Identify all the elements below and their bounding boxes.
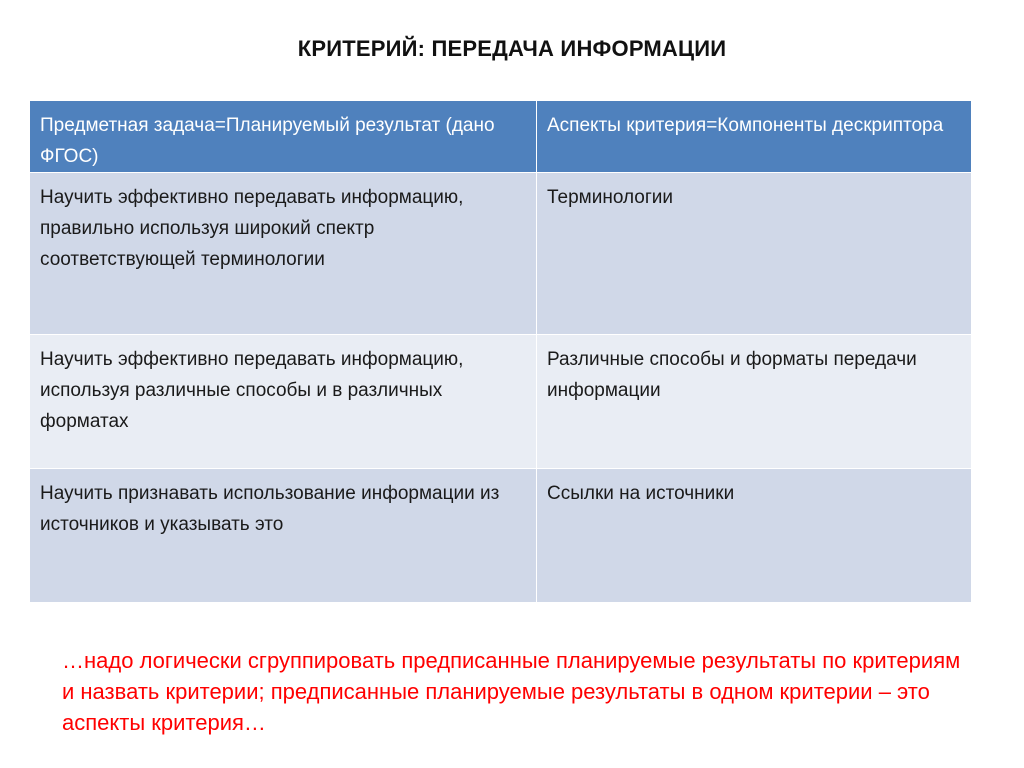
table-cell-aspect: Терминологии xyxy=(537,173,972,335)
table-cell-task: Научить признавать использование информации из источников и указывать это xyxy=(30,469,537,603)
table-cell-aspect: Ссылки на источники xyxy=(537,469,972,603)
header-subject-task: Предметная задача=Планируемый результат (дано ФГОС) xyxy=(30,101,537,173)
table-row xyxy=(30,173,972,335)
table-cell-task: Научить эффективно передавать информацию, правильно используя широкий спектр соответствующей терминологии xyxy=(30,173,537,335)
criteria-table xyxy=(29,100,972,603)
criteria-table-container xyxy=(29,100,971,603)
table-row xyxy=(30,335,972,469)
footnote-comment: …надо логически сгруппировать предписанные планируемые результаты по критериям и назвать критерии; предписанные планируемые результаты в одном критерии – это аспекты критерия… xyxy=(62,648,961,735)
table-row xyxy=(30,469,972,603)
table-header-row xyxy=(30,101,972,173)
page-title: КРИТЕРИЙ: ПЕРЕДАЧА ИНФОРМАЦИИ xyxy=(297,36,727,61)
table-cell-task: Научить эффективно передавать информацию, используя различные способы и в различных форматах xyxy=(30,335,537,469)
header-criterion-aspects: Аспекты критерия=Компоненты дескриптора xyxy=(537,101,972,173)
table-cell-aspect: Различные способы и форматы передачи информации xyxy=(537,335,972,469)
